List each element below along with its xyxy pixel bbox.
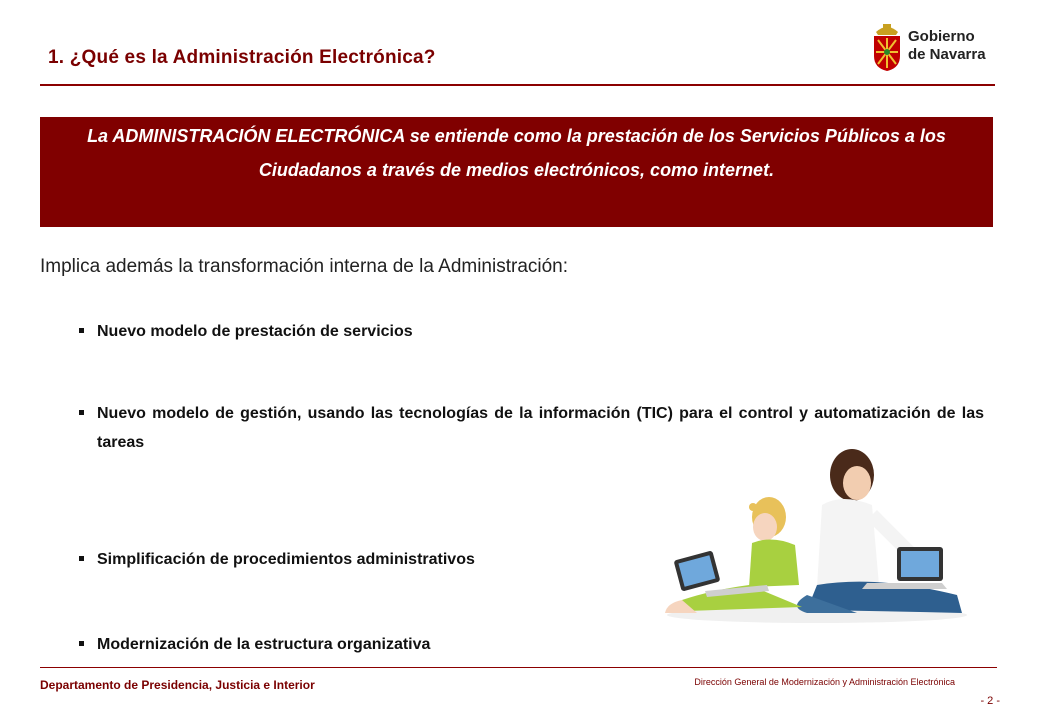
- mother-and-child-laptops-photo: [657, 435, 971, 623]
- footer-directorate: Dirección General de Modernización y Administración Electrónica: [694, 677, 955, 687]
- logo-line-1: Gobierno: [908, 28, 975, 45]
- bullet-item: Nuevo modelo de prestación de servicios: [78, 317, 984, 346]
- definition-banner: La ADMINISTRACIÓN ELECTRÓNICA se entiende como la prestación de los Servicios Públicos a los Ciudadanos a través de medios electrónicos, como internet.: [40, 117, 993, 227]
- navarra-coat-of-arms-icon: [870, 22, 904, 72]
- title-divider: [40, 84, 995, 86]
- footer-department: Departamento de Presidencia, Justicia e Interior: [40, 678, 315, 692]
- footer-divider: [40, 667, 997, 668]
- bullet-item: Modernización de la estructura organizativa: [78, 630, 617, 659]
- intro-text: Implica además la transformación interna de la Administración:: [40, 256, 569, 277]
- bullet-item: Nuevo modelo de gestión, usando las tecnologías de la información (TIC) para el control y automatización de las tareas: [78, 399, 984, 457]
- page-number: - 2 -: [980, 695, 1000, 707]
- gobierno-navarra-logo: [870, 22, 996, 74]
- slide-title: 1. ¿Qué es la Administración Electrónica?: [48, 47, 436, 68]
- logo-line-2: de Navarra: [908, 46, 986, 63]
- bullet-item: Simplificación de procedimientos administrativos: [78, 545, 617, 574]
